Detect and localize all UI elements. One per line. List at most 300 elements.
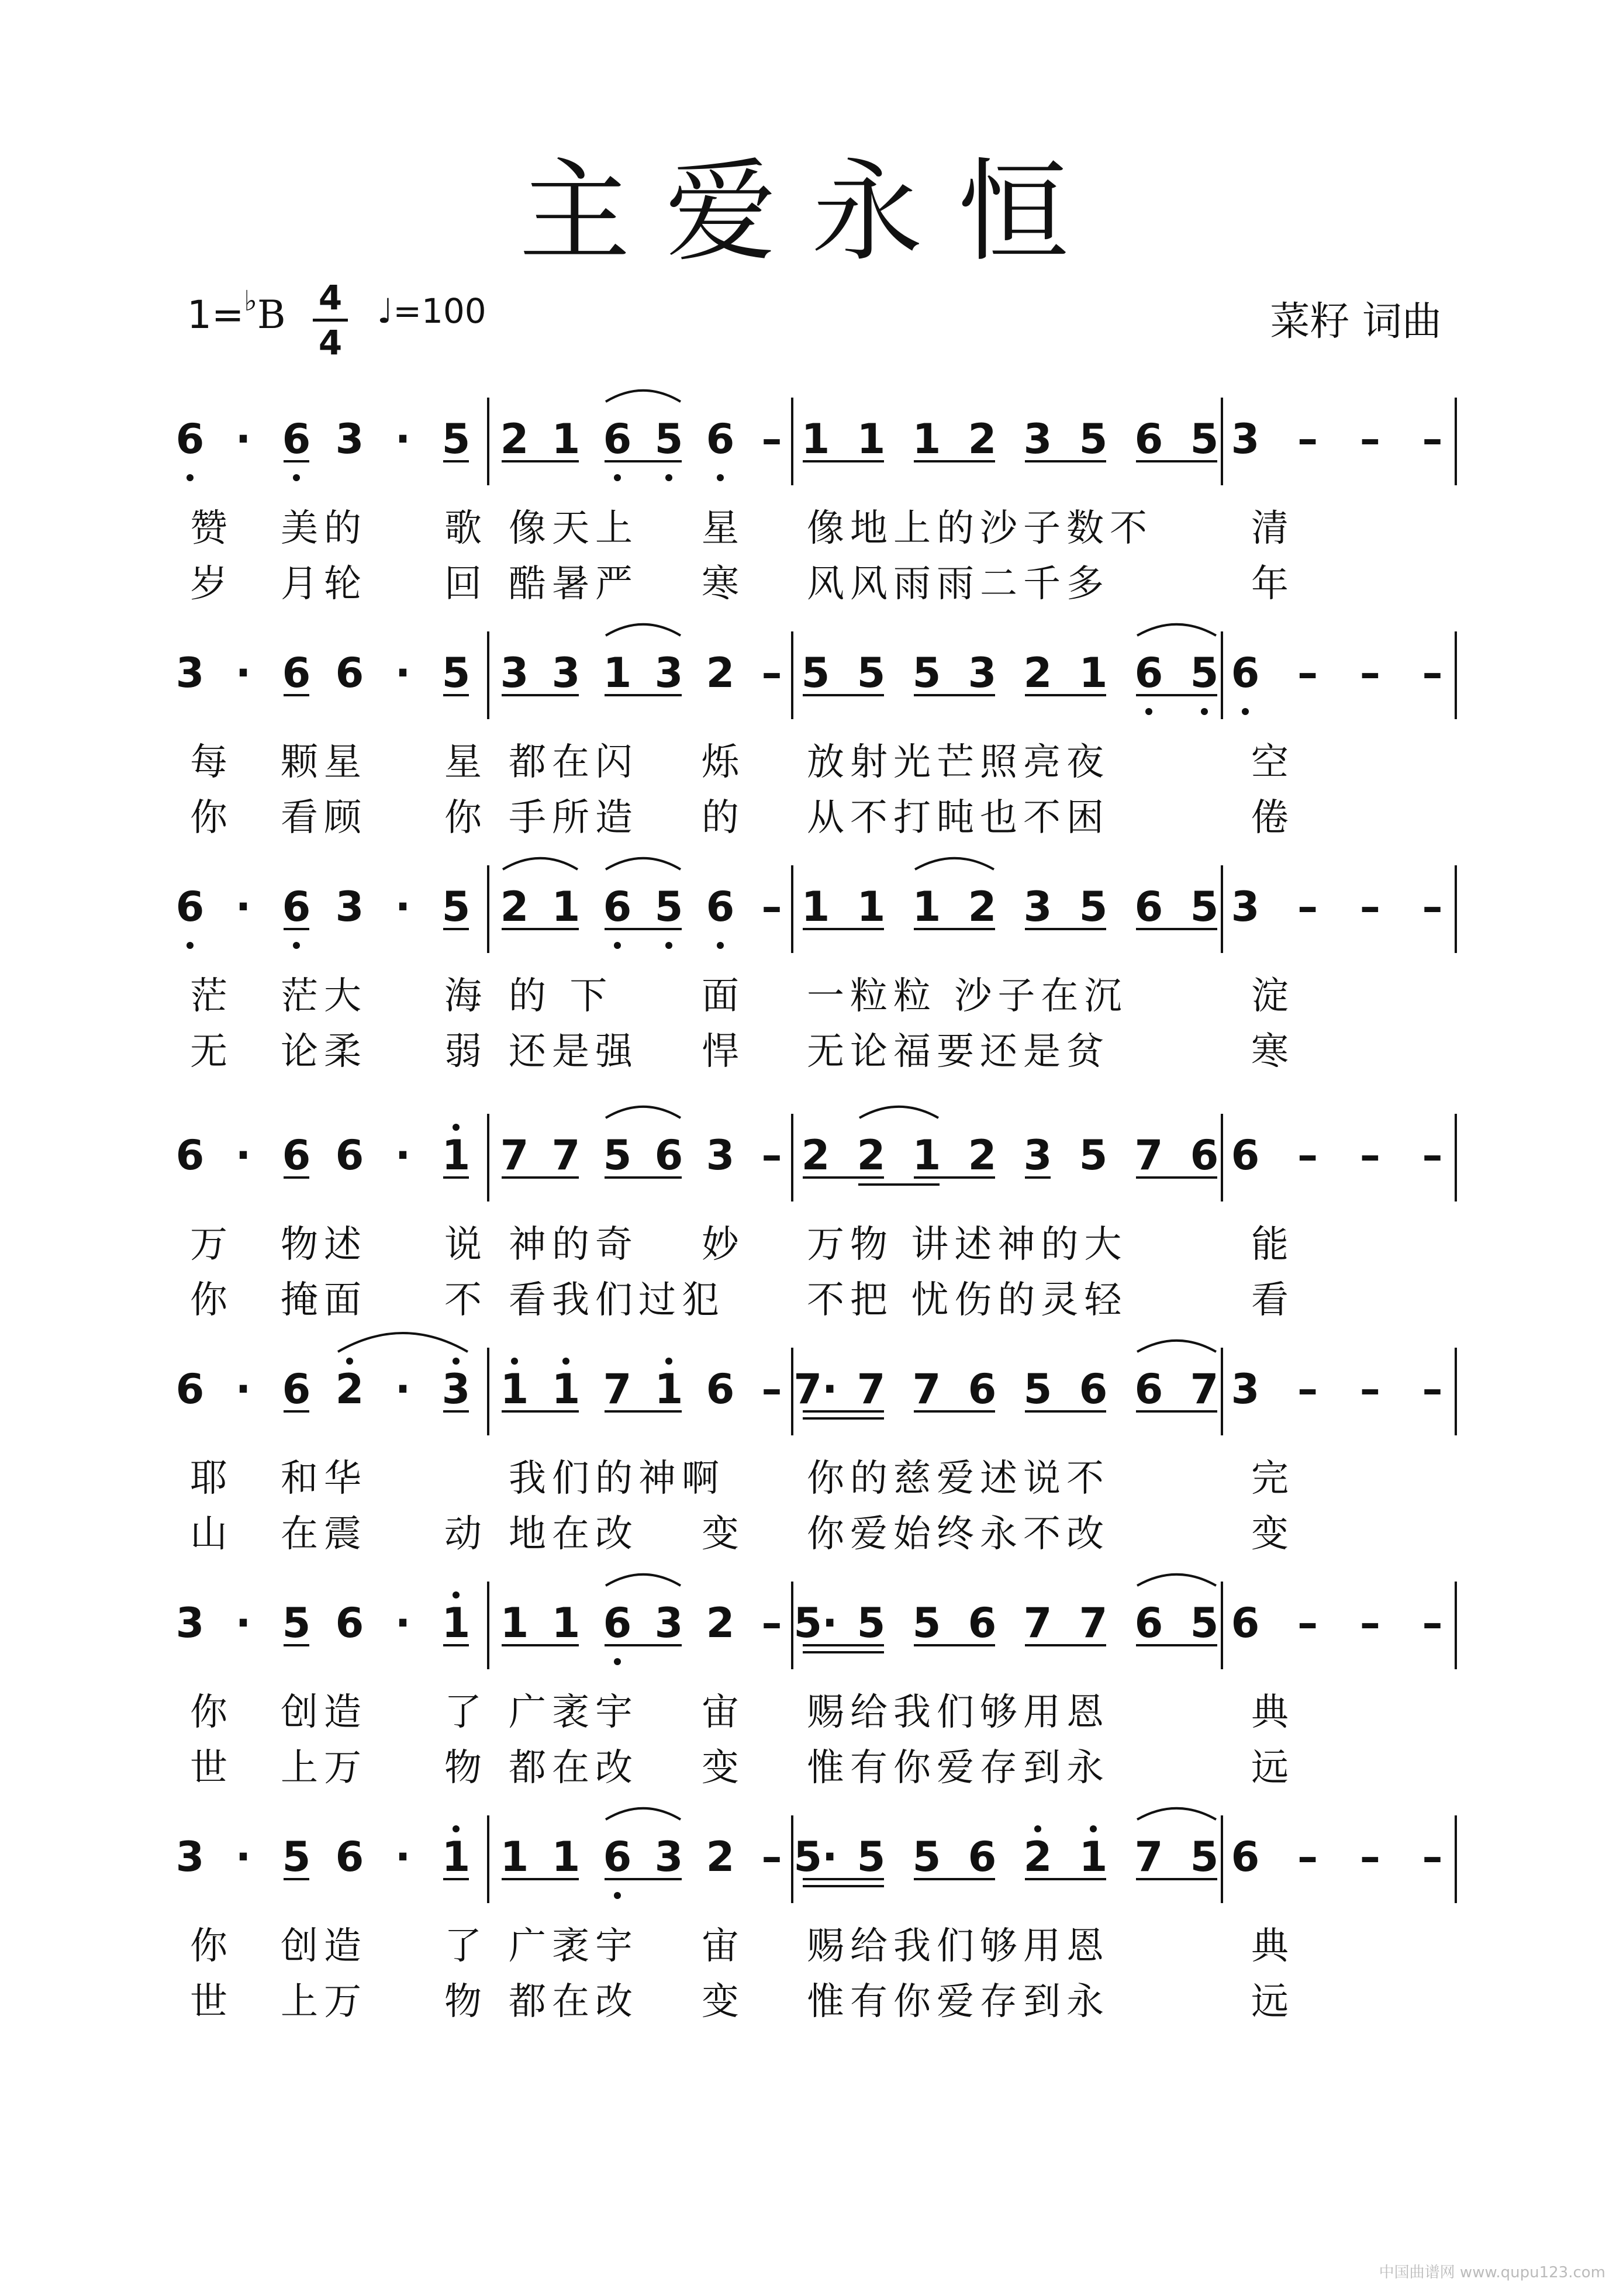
slur-arc xyxy=(1137,1575,1216,1586)
note: 3 xyxy=(1231,415,1260,463)
slur-arc xyxy=(1137,1808,1216,1819)
note: 5 xyxy=(857,649,886,697)
lyric-text: 你 xyxy=(190,1925,233,1968)
note: 2 xyxy=(968,415,997,463)
note: 3 xyxy=(1231,883,1260,931)
song-title: 主爱永恒 xyxy=(519,147,1104,277)
lyric-text: 你 xyxy=(190,1691,233,1734)
high-octave-dot xyxy=(346,1358,353,1365)
note: 6 xyxy=(706,883,735,931)
lyric-text: 都在闪 xyxy=(509,741,638,784)
low-octave-dot xyxy=(614,942,621,949)
dash-mark: – xyxy=(1359,649,1380,697)
note: 3 xyxy=(175,649,205,697)
lyric-text: 手所造 xyxy=(509,796,638,840)
note: 6 xyxy=(1134,649,1163,697)
note: · xyxy=(395,1131,411,1179)
note: 3 xyxy=(1231,1365,1260,1413)
note: 1 xyxy=(801,883,830,931)
slur-arc xyxy=(1137,624,1216,636)
lyric-text: 茫 xyxy=(190,975,233,1018)
note: · xyxy=(395,415,411,463)
dash-mark: – xyxy=(761,1833,782,1881)
slur-arc xyxy=(606,624,681,636)
note: 1 xyxy=(801,415,830,463)
note: 6 xyxy=(654,1131,683,1179)
note: 5 xyxy=(1190,1599,1219,1647)
lyric-text: 颗星 xyxy=(281,741,367,784)
lyric-text: 年 xyxy=(1251,562,1294,606)
note: 1 xyxy=(912,415,941,463)
note: 6 xyxy=(1134,1599,1163,1647)
high-octave-dot xyxy=(511,1358,518,1365)
lyric-text: 星 xyxy=(702,507,745,550)
note: · xyxy=(395,1833,411,1881)
dash-mark: – xyxy=(761,1365,782,1413)
dash-mark: – xyxy=(1297,1599,1318,1647)
note: 6 xyxy=(603,1833,632,1881)
note: · xyxy=(395,883,411,931)
note: 5· xyxy=(793,1833,838,1881)
note: 7 xyxy=(1079,1599,1108,1647)
lyric-text: 的 xyxy=(702,796,745,840)
lyric-text: 惟有你爱存到永 xyxy=(807,1746,1110,1790)
lyric-text: 烁 xyxy=(702,741,745,784)
slur-arc xyxy=(915,858,994,869)
dash-mark: – xyxy=(761,1131,782,1179)
note: 6 xyxy=(706,1365,735,1413)
note: 7 xyxy=(500,1131,529,1179)
lyric-text: 你 xyxy=(190,796,233,840)
slur-arc xyxy=(859,1107,938,1118)
note: 5 xyxy=(801,649,830,697)
lyric-text: 不把 忧伤的灵轻 xyxy=(807,1279,1128,1322)
note: 5 xyxy=(1190,883,1219,931)
high-octave-dot xyxy=(453,1124,460,1131)
lyric-text: 创造 xyxy=(281,1925,367,1968)
lyric-text: 动 xyxy=(444,1513,488,1556)
lyric-text: 星 xyxy=(444,741,488,784)
low-octave-dot xyxy=(665,474,672,481)
note: 1 xyxy=(912,1131,941,1179)
high-octave-dot xyxy=(453,1825,460,1832)
lyric-text: 山 xyxy=(190,1513,233,1556)
lyric-text: 倦 xyxy=(1251,796,1294,840)
note: · xyxy=(235,883,251,931)
low-octave-dot xyxy=(1145,708,1152,715)
dash-mark: – xyxy=(1422,1599,1443,1647)
lyric-text: 赐给我们够用恩 xyxy=(807,1691,1110,1734)
lyric-text: 典 xyxy=(1251,1925,1294,1968)
lyric-text: 歌 xyxy=(444,507,488,550)
note: 7 xyxy=(857,1365,886,1413)
note: 6 xyxy=(968,1833,997,1881)
note: 1 xyxy=(441,1599,471,1647)
note: 2 xyxy=(801,1131,830,1179)
lyric-text: 无论福要还是贫 xyxy=(807,1030,1110,1073)
note: 6 xyxy=(335,1599,364,1647)
lyric-text: 淀 xyxy=(1251,975,1294,1018)
note: · xyxy=(235,1599,251,1647)
note: 5 xyxy=(912,649,941,697)
lyric-text: 的 下 xyxy=(509,975,613,1018)
note: 5 xyxy=(912,1833,941,1881)
lyric-text: 物 xyxy=(444,1980,488,2024)
low-octave-dot xyxy=(1201,708,1208,715)
lyric-text: 世 xyxy=(190,1980,233,2024)
note: 2 xyxy=(706,1599,735,1647)
lyric-text: 都在改 xyxy=(509,1980,638,2024)
lyric-text: 上万 xyxy=(281,1980,367,2024)
composer-credit: 菜籽 词曲 xyxy=(1270,299,1442,345)
note: 1 xyxy=(551,1833,581,1881)
note: 6 xyxy=(1134,883,1163,931)
note: 1 xyxy=(551,883,581,931)
lyric-text: 宙 xyxy=(702,1691,745,1734)
lyric-text: 远 xyxy=(1251,1746,1294,1790)
note: 7 xyxy=(912,1365,941,1413)
lyric-text: 能 xyxy=(1251,1223,1294,1266)
lyric-text: 了 xyxy=(444,1925,488,1968)
slur-arc xyxy=(338,1333,468,1352)
note: 6 xyxy=(175,1131,205,1179)
note: · xyxy=(235,649,251,697)
lyric-text: 变 xyxy=(702,1980,745,2024)
note: 3 xyxy=(175,1833,205,1881)
note: 5· xyxy=(793,1599,838,1647)
note: 6 xyxy=(335,1833,364,1881)
note: 6 xyxy=(603,415,632,463)
lyric-text: 变 xyxy=(702,1746,745,1790)
lyric-text: 物述 xyxy=(281,1223,367,1266)
dash-mark: – xyxy=(1359,1365,1380,1413)
note: 5 xyxy=(912,1599,941,1647)
note: 5 xyxy=(857,1833,886,1881)
lyric-text: 回 xyxy=(444,562,488,606)
dash-mark: – xyxy=(1297,1131,1318,1179)
dash-mark: – xyxy=(1359,883,1380,931)
note: 3 xyxy=(500,649,529,697)
note: 1 xyxy=(603,649,632,697)
lyric-text: 都在改 xyxy=(509,1746,638,1790)
dash-mark: – xyxy=(1297,883,1318,931)
lyric-text: 岁 xyxy=(190,562,233,606)
lyric-text: 变 xyxy=(1251,1513,1294,1556)
slur-arc xyxy=(606,391,681,402)
note: · xyxy=(235,1365,251,1413)
note: 1 xyxy=(857,883,886,931)
note: 1 xyxy=(1079,1833,1108,1881)
note: 3 xyxy=(175,1599,205,1647)
note: 3 xyxy=(1023,415,1052,463)
note: 6 xyxy=(706,415,735,463)
lyric-text: 和华 xyxy=(281,1457,367,1500)
lyric-text: 万物 讲述神的大 xyxy=(807,1223,1128,1266)
note: 1 xyxy=(500,1599,529,1647)
note: 5 xyxy=(1079,415,1108,463)
note: 3 xyxy=(654,649,683,697)
lyric-text: 赐给我们够用恩 xyxy=(807,1925,1110,1968)
low-octave-dot xyxy=(614,1658,621,1665)
lyric-text: 我们的神啊 xyxy=(509,1457,725,1500)
dash-mark: – xyxy=(1422,1833,1443,1881)
note: 1 xyxy=(857,415,886,463)
note: 6 xyxy=(282,415,311,463)
lyric-text: 你的慈爱述说不 xyxy=(807,1457,1110,1500)
lyric-text: 面 xyxy=(702,975,745,1018)
note: 5 xyxy=(1190,649,1219,697)
note: 5 xyxy=(1079,883,1108,931)
note: 7 xyxy=(1134,1833,1163,1881)
dash-mark: – xyxy=(1297,649,1318,697)
dash-mark: – xyxy=(1422,1131,1443,1179)
note: 3 xyxy=(335,883,364,931)
lyric-text: 寒 xyxy=(702,562,745,606)
dash-mark: – xyxy=(1359,1599,1380,1647)
lyric-text: 宙 xyxy=(702,1925,745,1968)
low-octave-dot xyxy=(665,942,672,949)
low-octave-dot xyxy=(614,1892,621,1899)
note: 6 xyxy=(282,883,311,931)
note: 5 xyxy=(654,415,683,463)
note: 3 xyxy=(335,415,364,463)
lyric-text: 看顾 xyxy=(281,796,367,840)
lyric-text: 上万 xyxy=(281,1746,367,1790)
note: 5 xyxy=(282,1599,311,1647)
note: 6 xyxy=(282,1365,311,1413)
note: 2 xyxy=(706,1833,735,1881)
lyric-text: 不 xyxy=(444,1279,488,1322)
note: 6 xyxy=(968,1365,997,1413)
note: · xyxy=(235,1833,251,1881)
note: 7 xyxy=(1190,1365,1219,1413)
note: 1 xyxy=(1079,649,1108,697)
note: 5 xyxy=(1023,1365,1052,1413)
dash-mark: – xyxy=(1297,1365,1318,1413)
lyric-text: 月轮 xyxy=(281,562,367,606)
lyric-text: 茫大 xyxy=(281,975,367,1018)
note: 1 xyxy=(551,415,581,463)
high-octave-dot xyxy=(562,1358,569,1365)
slur-arc xyxy=(606,858,681,869)
lyric-text: 看我们过犯 xyxy=(509,1279,725,1322)
dash-mark: – xyxy=(1422,415,1443,463)
note: 5 xyxy=(1190,415,1219,463)
lyric-text: 赞 xyxy=(190,507,233,550)
lyric-text: 一粒粒 沙子在沉 xyxy=(807,975,1128,1018)
note: 2 xyxy=(1023,1833,1052,1881)
note: 7· xyxy=(793,1365,838,1413)
note: 5 xyxy=(441,415,471,463)
lyric-text: 典 xyxy=(1251,1691,1294,1734)
note: 5 xyxy=(603,1131,632,1179)
note: 5 xyxy=(441,649,471,697)
time-bottom: 4 xyxy=(318,323,343,362)
low-octave-dot xyxy=(187,474,194,481)
dash-mark: – xyxy=(1359,415,1380,463)
lyric-text: 地在改 xyxy=(509,1513,638,1556)
note: 1 xyxy=(441,1833,471,1881)
note: 6 xyxy=(1231,1131,1260,1179)
lyric-text: 还是强 xyxy=(509,1030,638,1073)
lyric-text: 看 xyxy=(1251,1279,1294,1322)
note: 6 xyxy=(968,1599,997,1647)
slur-arc xyxy=(606,1575,681,1586)
note: 3 xyxy=(1023,1131,1052,1179)
lyric-text: 无 xyxy=(190,1030,233,1073)
high-octave-dot xyxy=(1034,1825,1041,1832)
slur-arc xyxy=(606,1808,681,1819)
key-label: 1= xyxy=(187,292,244,337)
note: 3 xyxy=(968,649,997,697)
note: 1 xyxy=(500,1365,529,1413)
note: · xyxy=(395,649,411,697)
note: 5 xyxy=(1079,1131,1108,1179)
slur-arc xyxy=(606,1107,681,1118)
low-octave-dot xyxy=(187,942,194,949)
high-octave-dot xyxy=(665,1358,672,1365)
lyric-text: 远 xyxy=(1251,1980,1294,2024)
lyric-text: 创造 xyxy=(281,1691,367,1734)
lyric-text: 每 xyxy=(190,741,233,784)
lyric-text: 物 xyxy=(444,1746,488,1790)
note: 2 xyxy=(335,1365,364,1413)
slur-arc xyxy=(503,858,578,869)
lyric-text: 悍 xyxy=(702,1030,745,1073)
note: 1 xyxy=(441,1131,471,1179)
lyric-text: 弱 xyxy=(444,1030,488,1073)
lyric-text: 从不打盹也不困 xyxy=(807,796,1110,840)
dash-mark: – xyxy=(1422,649,1443,697)
note: 7 xyxy=(551,1131,581,1179)
note: 1 xyxy=(551,1599,581,1647)
high-octave-dot xyxy=(453,1591,460,1598)
note: 2 xyxy=(968,1131,997,1179)
note: 6 xyxy=(175,883,205,931)
lyric-text: 说 xyxy=(444,1223,488,1266)
note: 6 xyxy=(603,883,632,931)
note: 6 xyxy=(175,415,205,463)
lyric-text: 了 xyxy=(444,1691,488,1734)
note: 6 xyxy=(1134,1365,1163,1413)
low-octave-dot xyxy=(293,474,300,481)
low-octave-dot xyxy=(717,942,724,949)
lyric-text: 放射光芒照亮夜 xyxy=(807,741,1110,784)
note: 6 xyxy=(1231,649,1260,697)
lyric-text: 海 xyxy=(444,975,488,1018)
dash-mark: – xyxy=(1359,1131,1380,1179)
lyric-text: 美的 xyxy=(281,507,367,550)
lyric-text: 空 xyxy=(1251,741,1294,784)
lyric-text: 风风雨雨二千多 xyxy=(807,562,1110,606)
note: 5 xyxy=(654,883,683,931)
time-top: 4 xyxy=(318,278,343,317)
lyric-text: 世 xyxy=(190,1746,233,1790)
lyric-text: 你爱始终永不改 xyxy=(807,1513,1110,1556)
note: 5 xyxy=(282,1833,311,1881)
lyric-text: 你 xyxy=(444,796,488,840)
note: · xyxy=(235,415,251,463)
note: · xyxy=(235,1131,251,1179)
watermark: 中国曲谱网 www.qupu123.com xyxy=(1379,2264,1605,2281)
note: 3 xyxy=(441,1365,471,1413)
note: 6 xyxy=(335,649,364,697)
note: 5 xyxy=(857,1599,886,1647)
note: 7 xyxy=(1023,1599,1052,1647)
note: 1 xyxy=(500,1833,529,1881)
note: 5 xyxy=(441,883,471,931)
dash-mark: – xyxy=(1422,883,1443,931)
lyric-text: 你 xyxy=(190,1279,233,1322)
lyric-text: 寒 xyxy=(1251,1030,1294,1073)
lyric-text: 酷暑严 xyxy=(509,562,638,606)
lyric-text: 掩面 xyxy=(281,1279,367,1322)
low-octave-dot xyxy=(614,474,621,481)
lyric-text: 广袤宇 xyxy=(509,1925,638,1968)
lyric-text: 变 xyxy=(702,1513,745,1556)
lyric-text: 清 xyxy=(1251,507,1294,550)
lyric-text: 完 xyxy=(1251,1457,1294,1500)
dash-mark: – xyxy=(1422,1365,1443,1413)
note: 6 xyxy=(1190,1131,1219,1179)
low-octave-dot xyxy=(1242,708,1249,715)
lyric-text: 妙 xyxy=(702,1223,745,1266)
note: 3 xyxy=(551,649,581,697)
dash-mark: – xyxy=(1297,415,1318,463)
note: 3 xyxy=(654,1833,683,1881)
lyric-text: 耶 xyxy=(190,1457,233,1500)
note: 3 xyxy=(654,1599,683,1647)
note: · xyxy=(395,1599,411,1647)
flat-sign: ♭ xyxy=(244,285,257,317)
note: 6 xyxy=(603,1599,632,1647)
note: 6 xyxy=(1079,1365,1108,1413)
note: 1 xyxy=(912,883,941,931)
lyric-text: 万 xyxy=(190,1223,233,1266)
slur-arc xyxy=(1137,1341,1216,1352)
note: · xyxy=(395,1365,411,1413)
note: 1 xyxy=(551,1365,581,1413)
low-octave-dot xyxy=(717,474,724,481)
dash-mark: – xyxy=(761,1599,782,1647)
lyric-text: 神的奇 xyxy=(509,1223,638,1266)
dash-mark: – xyxy=(1359,1833,1380,1881)
key-note: B xyxy=(257,292,286,337)
note: 6 xyxy=(175,1365,205,1413)
dash-mark: – xyxy=(761,883,782,931)
lyric-text: 广袤宇 xyxy=(509,1691,638,1734)
note: 6 xyxy=(1134,415,1163,463)
lyric-text: 惟有你爱存到永 xyxy=(807,1980,1110,2024)
lyric-text: 像天上 xyxy=(509,507,638,550)
note: 6 xyxy=(335,1131,364,1179)
note: 2 xyxy=(1023,649,1052,697)
note: 3 xyxy=(706,1131,735,1179)
note: 1 xyxy=(654,1365,683,1413)
lyric-text: 像地上的沙子数不 xyxy=(807,507,1153,550)
note: 2 xyxy=(706,649,735,697)
note: 2 xyxy=(500,883,529,931)
note: 6 xyxy=(282,1131,311,1179)
dash-mark: – xyxy=(761,415,782,463)
high-octave-dot xyxy=(1090,1825,1097,1832)
high-octave-dot xyxy=(453,1358,460,1365)
note: 2 xyxy=(857,1131,886,1179)
note: 5 xyxy=(1190,1833,1219,1881)
note: 2 xyxy=(500,415,529,463)
note: 6 xyxy=(1231,1599,1260,1647)
tempo-mark: ♩=100 xyxy=(377,291,486,331)
